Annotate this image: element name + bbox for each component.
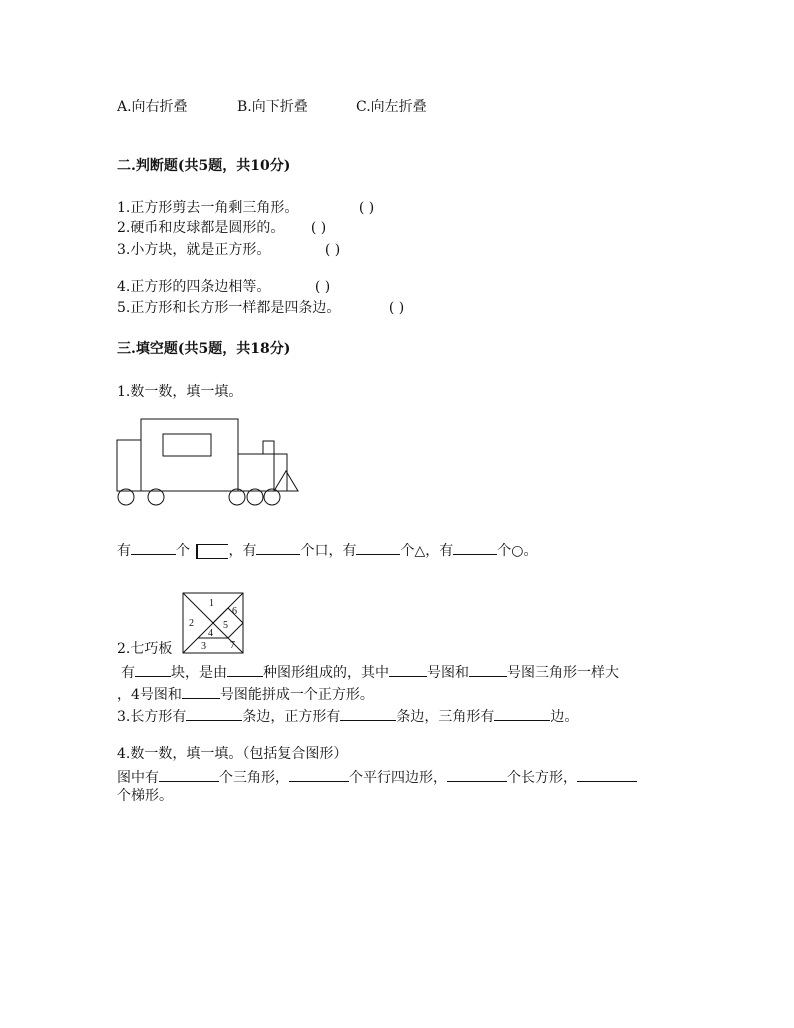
q4-blank-parallelograms[interactable] bbox=[289, 767, 349, 782]
q3-blank-triangle[interactable] bbox=[494, 706, 550, 721]
q1-answer-line bbox=[117, 540, 537, 560]
q4-blank-triangles[interactable] bbox=[159, 767, 219, 782]
judge-answer-paren[interactable]: ( ) bbox=[324, 242, 341, 258]
q1-text: 个 bbox=[176, 543, 190, 559]
tangram-number: 3 bbox=[201, 641, 206, 652]
q2-line2 bbox=[117, 684, 374, 704]
q2-blank-square-pair[interactable] bbox=[182, 684, 220, 699]
q1-text: 个○。 bbox=[497, 543, 538, 559]
train-figure bbox=[115, 417, 305, 509]
section3-title: 三.填空题(共5题，共18分) bbox=[117, 341, 291, 357]
judge-answer-paren[interactable]: ( ) bbox=[388, 300, 405, 316]
judge-item-text: 4.正方形的四条边相等。 bbox=[117, 279, 271, 295]
q3-text: 条边，三角形有 bbox=[396, 709, 495, 725]
tangram-number: 4 bbox=[208, 628, 213, 639]
q3-line bbox=[117, 706, 578, 726]
q4-blank-rectangles[interactable] bbox=[447, 767, 507, 782]
q2-text: 号图和 bbox=[427, 665, 469, 681]
judge-item-text: 3.小方块，就是正方形。 bbox=[117, 242, 271, 258]
tangram-number: 7 bbox=[230, 640, 235, 651]
option-b: B.向下折叠 bbox=[237, 99, 308, 115]
q4-line1 bbox=[117, 767, 637, 787]
q4-text: 个平行四边形， bbox=[349, 770, 447, 786]
tangram-number: 6 bbox=[232, 606, 237, 617]
train-rect-chimney bbox=[263, 441, 274, 454]
section2-title: 二.判断题(共5题，共10分) bbox=[117, 158, 291, 174]
judge-item-4 bbox=[117, 278, 330, 296]
q2-text: ，4号图和 bbox=[117, 687, 182, 703]
option-c: C.向左折叠 bbox=[356, 99, 427, 115]
q2-blank-count[interactable] bbox=[135, 662, 171, 677]
q4-blank-trapezoids[interactable] bbox=[577, 767, 637, 782]
train-rect-window bbox=[163, 434, 211, 456]
q4-text: 个长方形， bbox=[507, 770, 577, 786]
q1-prompt: 1.数一数，填一填。 bbox=[117, 384, 243, 400]
judge-item-5 bbox=[117, 299, 404, 317]
judge-answer-paren[interactable]: ( ) bbox=[314, 279, 331, 295]
q3-blank-rectangle[interactable] bbox=[186, 706, 242, 721]
q1-text: 有 bbox=[117, 543, 131, 559]
train-rect-engine bbox=[238, 454, 274, 491]
tangram-number: 1 bbox=[209, 598, 214, 609]
q1-blank-rect[interactable] bbox=[131, 540, 176, 555]
tangram-number: 2 bbox=[189, 618, 194, 629]
judge-item-1 bbox=[117, 199, 374, 217]
train-triangle bbox=[274, 471, 298, 491]
train-rect-cabin bbox=[141, 419, 238, 491]
judge-item-2 bbox=[117, 219, 326, 237]
q1-blank-circle[interactable] bbox=[453, 540, 497, 555]
q1-blank-square[interactable] bbox=[256, 540, 300, 555]
judge-answer-paren[interactable]: ( ) bbox=[358, 200, 375, 216]
judge-item-3 bbox=[117, 241, 340, 259]
q2-text: 号图三角形一样大 bbox=[507, 665, 619, 681]
q2-blank-shape-a[interactable] bbox=[389, 662, 427, 677]
tangram-figure bbox=[182, 592, 244, 654]
q3-text: 条边，正方形有 bbox=[242, 709, 341, 725]
q2-line1 bbox=[121, 662, 619, 682]
q2-blank-kinds[interactable] bbox=[227, 662, 263, 677]
q2-text: 有 bbox=[121, 665, 135, 681]
q3-text: 边。 bbox=[550, 709, 579, 725]
option-a: A.向右折叠 bbox=[117, 99, 188, 115]
q1-blank-triangle[interactable] bbox=[356, 540, 400, 555]
judge-item-text: 5.正方形和长方形一样都是四条边。 bbox=[117, 300, 341, 316]
q4-line2: 个梯形。 bbox=[117, 788, 173, 804]
q1-text: 个口，有 bbox=[300, 543, 357, 559]
q4-prompt: 4.数一数，填一填。（包括复合图形） bbox=[117, 746, 348, 762]
q2-text: 块，是由 bbox=[171, 665, 227, 681]
judge-answer-paren[interactable]: ( ) bbox=[310, 220, 327, 236]
q2-text: 号图能拼成一个正方形。 bbox=[219, 687, 374, 703]
q2-label: 2.七巧板 bbox=[117, 641, 173, 657]
q2-blank-shape-b[interactable] bbox=[469, 662, 507, 677]
train-rect-left bbox=[117, 440, 141, 491]
q1-text: ，有 bbox=[228, 543, 257, 559]
tangram-number: 5 bbox=[223, 620, 228, 631]
q4-text: 个三角形， bbox=[219, 770, 289, 786]
q1-text: 个△，有 bbox=[400, 543, 454, 559]
q3-text: 3.长方形有 bbox=[117, 709, 187, 725]
judge-item-text: 2.硬币和皮球都是圆形的。 bbox=[117, 220, 285, 236]
q4-text: 图中有 bbox=[117, 770, 159, 786]
q2-text: 种图形组成的，其中 bbox=[263, 665, 389, 681]
q3-blank-square[interactable] bbox=[340, 706, 396, 721]
judge-item-text: 1.正方形剪去一角剩三角形。 bbox=[117, 200, 299, 216]
rectangle-shape-icon bbox=[196, 544, 228, 559]
